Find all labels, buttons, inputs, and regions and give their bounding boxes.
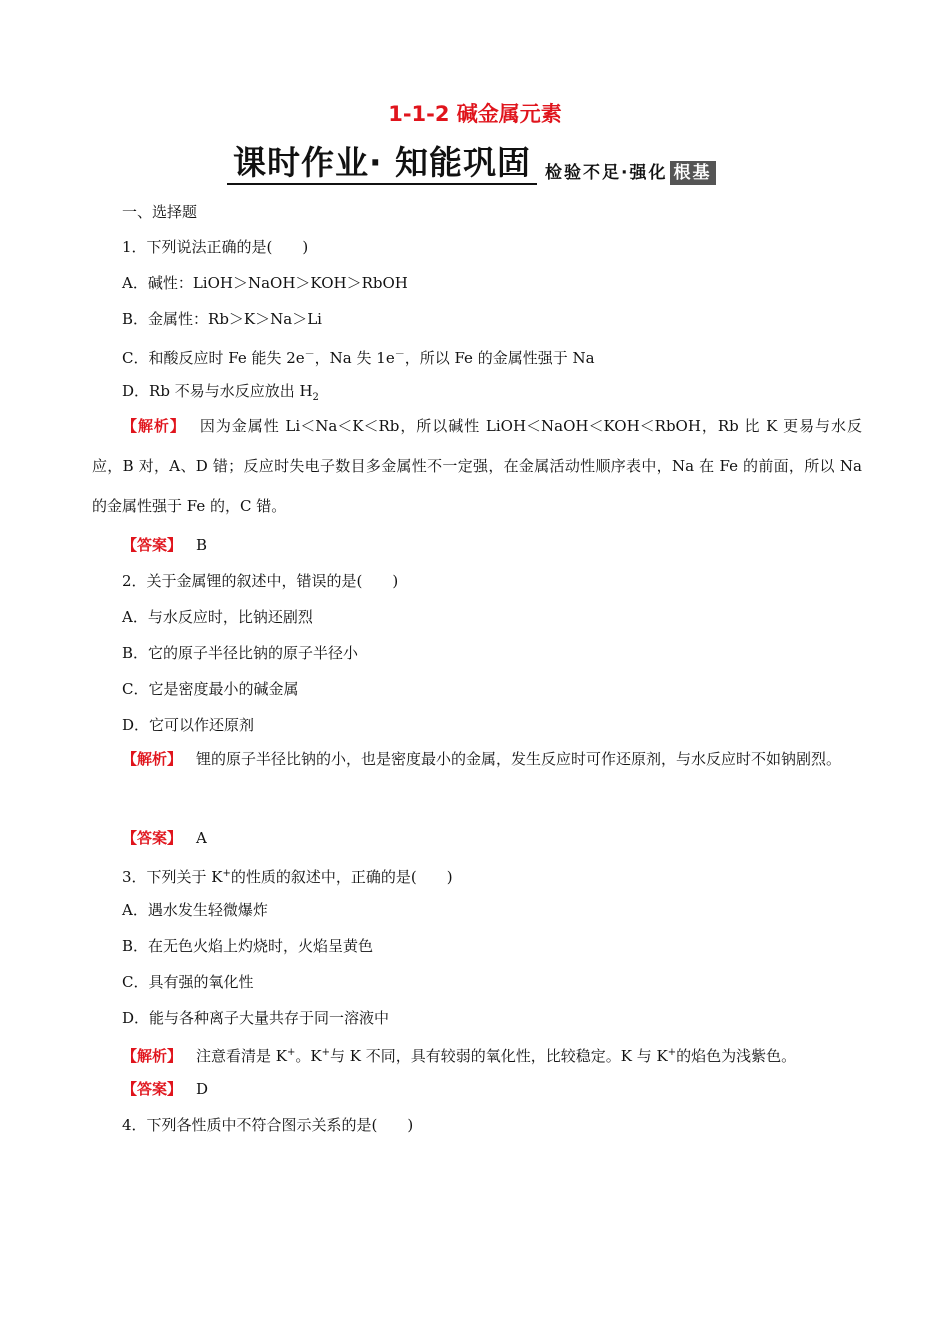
q2-option-a: A．与水反应时，比钠还剧烈 [122, 608, 313, 626]
q1-option-a: A．碱性：LiOH＞NaOH＞KOH＞RbOH [122, 274, 408, 292]
section-heading: 一、选择题 [122, 203, 198, 221]
q3-option-a: A．遇水发生轻微爆炸 [122, 901, 268, 919]
q2-analysis [92, 739, 862, 779]
q1-c-sup1: － [304, 349, 315, 360]
q2-analysis-text: 锂的原子半径比钠的小，也是密度最小的金属，发生反应时可作还原剂，与水反应时不如钠剧烈。 [196, 750, 842, 768]
q3-answer-value: D [196, 1080, 209, 1098]
q2-option-d: D．它可以作还原剂 [122, 716, 255, 734]
analysis-label: 【解析】 [122, 1047, 183, 1065]
q1-analysis-text: 因为金属性 Li＜Na＜K＜Rb，所以碱性 LiOH＜NaOH＜KOH＜RbOH，Rb 比 K 更易与水反应，B 对，A、D 错；反应时失电子数目多金属性不一定强，在金属活动性顺序表中，Na 在 Fe 的前面，所以 Na 的金属性强于 Fe 的，C 错。 [92, 417, 862, 515]
q1-stem: 1．下列说法正确的是( ) [122, 238, 309, 256]
answer-label: 【答案】 [122, 1080, 183, 1098]
q3-stem-part1: 3．下列关于 K [122, 868, 223, 886]
analysis-label: 【解析】 [122, 417, 186, 435]
answer-label: 【答案】 [122, 536, 183, 554]
q1-option-d [122, 381, 319, 408]
q1-answer [122, 535, 207, 555]
page-title: 1-1-2 碱金属元素 [388, 102, 562, 126]
banner-sub-label: 检验不足·强化 [545, 163, 668, 183]
banner-main-text: 课时作业· 知能巩固 [227, 144, 537, 185]
banner-box-label: 根基 [670, 161, 716, 185]
q3-analysis-part2: 。K [295, 1047, 322, 1065]
q2-answer [122, 828, 207, 848]
q3-option-d: D．能与各种离子大量共存于同一溶液中 [122, 1009, 390, 1027]
q3-analysis-part4: 的焰色为浅紫色。 [676, 1047, 797, 1065]
q3-stem-sup: + [222, 868, 231, 879]
answer-label: 【答案】 [122, 829, 183, 847]
q3-analysis-sup2: + [321, 1047, 330, 1058]
analysis-label: 【解析】 [122, 750, 183, 768]
q3-analysis-sup3: + [667, 1047, 677, 1058]
q1-c-part2: ，Na 失 1e [314, 349, 395, 367]
q1-c-part3: ，所以 Fe 的金属性强于 Na [404, 349, 595, 367]
q3-analysis-part1: 注意看清是 K [196, 1047, 287, 1065]
q2-option-c: C．它是密度最小的碱金属 [122, 680, 299, 698]
q1-d-text: D．Rb 不易与水反应放出 H [122, 382, 313, 400]
q3-analysis-part3: 与 K 不同，具有较弱的氧化性，比较稳定。K 与 K [330, 1047, 668, 1065]
q2-answer-value: A [196, 829, 207, 847]
q3-analysis [122, 1043, 796, 1066]
q3-option-b: B．在无色火焰上灼烧时，火焰呈黄色 [122, 937, 374, 955]
q1-option-c [122, 345, 595, 368]
q1-analysis [92, 406, 862, 526]
banner-sub-text [545, 161, 715, 185]
section-banner [227, 143, 716, 185]
q3-stem-part2: 的性质的叙述中，正确的是( ) [230, 868, 453, 886]
q3-stem [122, 864, 453, 887]
q1-option-b: B．金属性：Rb＞K＞Na＞Li [122, 310, 322, 328]
q4-stem: 4．下列各性质中不符合图示关系的是( ) [122, 1116, 414, 1134]
q2-option-b: B．它的原子半径比钠的原子半径小 [122, 644, 359, 662]
q1-answer-value: B [196, 536, 208, 554]
q3-analysis-sup1: + [287, 1047, 296, 1058]
q3-answer [122, 1079, 208, 1099]
q2-stem: 2．关于金属锂的叙述中，错误的是( ) [122, 572, 399, 590]
q3-option-c: C．具有强的氧化性 [122, 973, 254, 991]
q1-c-sup2: － [394, 349, 405, 360]
q1-d-sub: 2 [312, 392, 319, 403]
q1-c-part1: C．和酸反应时 Fe 能失 2e [122, 349, 305, 367]
